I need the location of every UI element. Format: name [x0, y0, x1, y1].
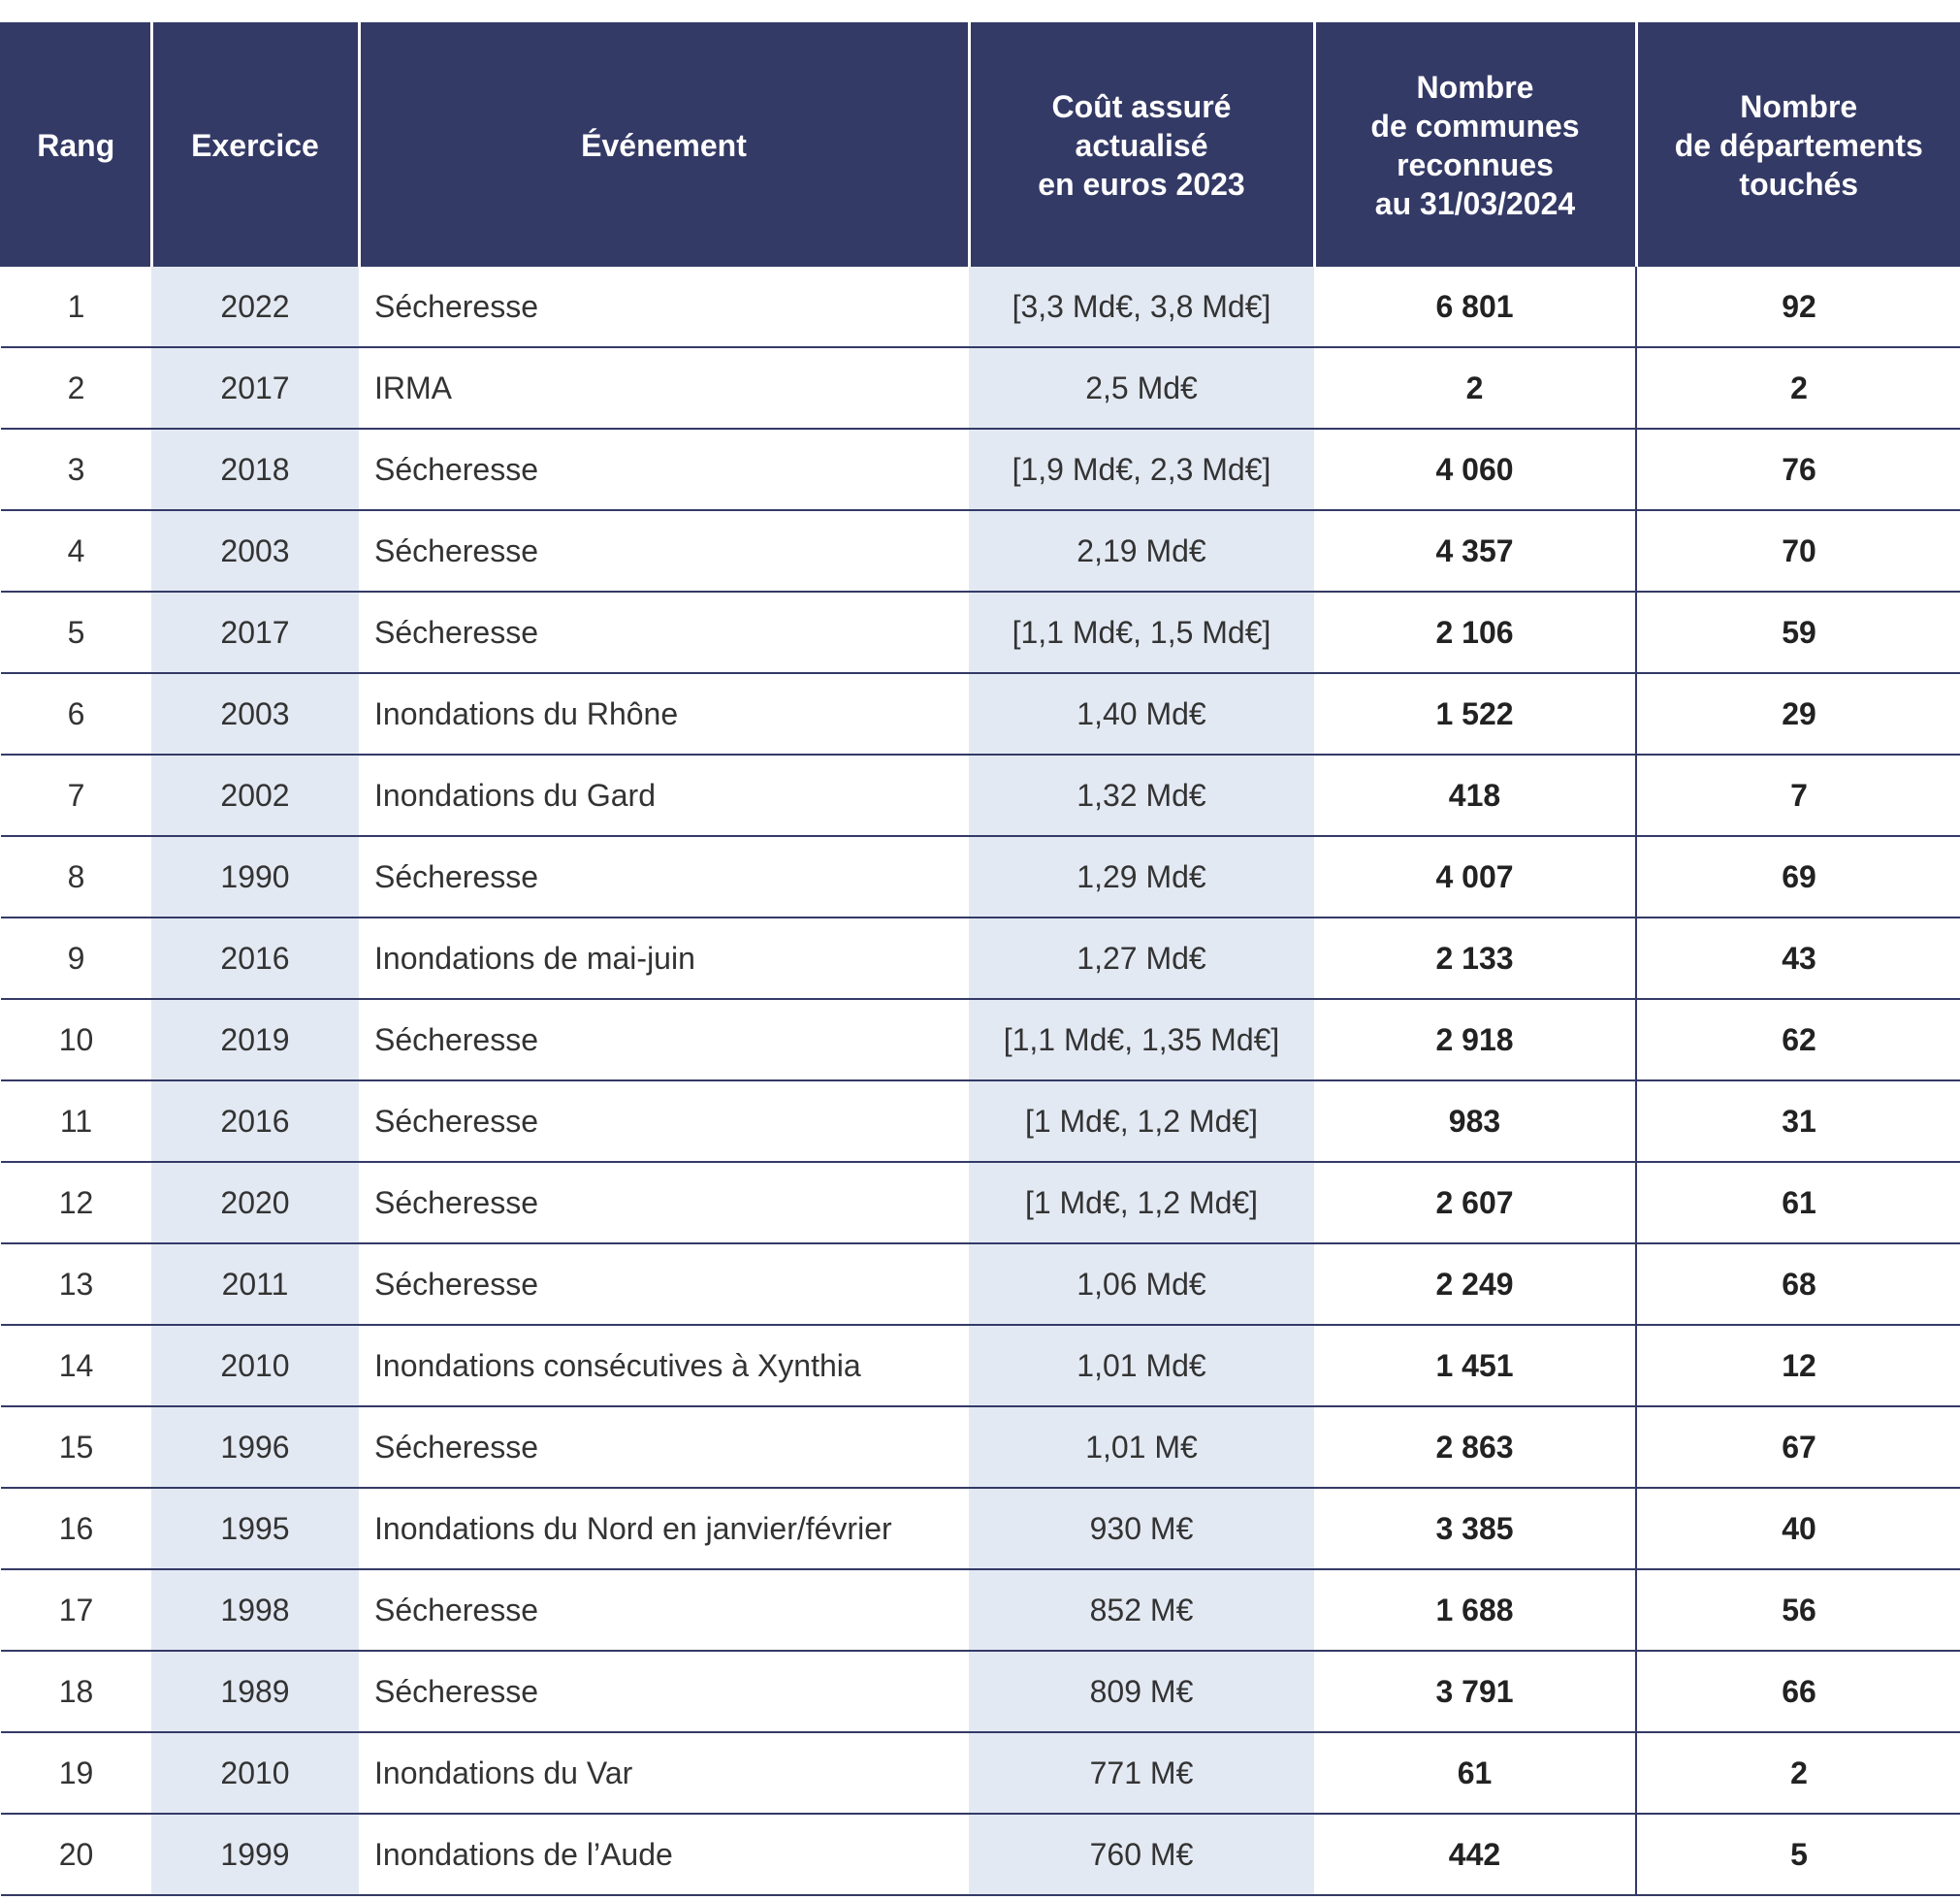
- cell-communes: 2: [1314, 347, 1636, 429]
- cell-evenement: IRMA: [359, 347, 969, 429]
- cell-evenement: Sécheresse: [359, 592, 969, 673]
- table-row: [1, 1162, 1960, 1243]
- cell-cout: 760 M€: [969, 1814, 1314, 1895]
- cell-cout: 771 M€: [969, 1732, 1314, 1814]
- cell-cout: [1,1 Md€, 1,5 Md€]: [969, 592, 1314, 673]
- cell-cout: 809 M€: [969, 1651, 1314, 1732]
- cell-departements: 76: [1636, 429, 1960, 510]
- cell-cout: [1 Md€, 1,2 Md€]: [969, 1080, 1314, 1162]
- cell-departements: 56: [1636, 1569, 1960, 1651]
- cell-evenement: Inondations du Gard: [359, 755, 969, 836]
- table-row: [1, 1488, 1960, 1569]
- cell-departements: 68: [1636, 1243, 1960, 1325]
- cell-exercice: 2020: [151, 1162, 359, 1243]
- cell-communes: 2 863: [1314, 1406, 1636, 1488]
- cell-communes: 983: [1314, 1080, 1636, 1162]
- cell-rang: 15: [1, 1406, 151, 1488]
- cell-departements: 43: [1636, 918, 1960, 999]
- header-cout: Coût assuré actualisé en euros 2023: [969, 23, 1314, 267]
- cell-evenement: Sécheresse: [359, 1651, 969, 1732]
- cell-exercice: 2016: [151, 1080, 359, 1162]
- cell-evenement: Sécheresse: [359, 999, 969, 1080]
- table-row: [1, 1325, 1960, 1406]
- cell-cout: 1,40 Md€: [969, 673, 1314, 755]
- ranking-table: [0, 22, 1960, 1896]
- cell-communes: 2 918: [1314, 999, 1636, 1080]
- cell-cout: 930 M€: [969, 1488, 1314, 1569]
- header-communes: Nombre de communes reconnues au 31/03/2024: [1314, 23, 1636, 267]
- cell-departements: 61: [1636, 1162, 1960, 1243]
- header-rang: Rang: [1, 23, 151, 267]
- cell-rang: 5: [1, 592, 151, 673]
- cell-exercice: 1996: [151, 1406, 359, 1488]
- cell-evenement: Sécheresse: [359, 1162, 969, 1243]
- cell-cout: 1,06 Md€: [969, 1243, 1314, 1325]
- cell-exercice: 1998: [151, 1569, 359, 1651]
- cell-departements: 7: [1636, 755, 1960, 836]
- cell-evenement: Inondations du Var: [359, 1732, 969, 1814]
- cell-cout: [1,9 Md€, 2,3 Md€]: [969, 429, 1314, 510]
- header-evenement: Événement: [359, 23, 969, 267]
- cell-communes: 1 688: [1314, 1569, 1636, 1651]
- cell-communes: 3 791: [1314, 1651, 1636, 1732]
- cell-rang: 9: [1, 918, 151, 999]
- cell-departements: 31: [1636, 1080, 1960, 1162]
- cell-rang: 17: [1, 1569, 151, 1651]
- cell-rang: 1: [1, 267, 151, 347]
- table-row: [1, 1651, 1960, 1732]
- table-row: [1, 1406, 1960, 1488]
- cell-rang: 7: [1, 755, 151, 836]
- cell-cout: [3,3 Md€, 3,8 Md€]: [969, 267, 1314, 347]
- cell-rang: 4: [1, 510, 151, 592]
- cell-communes: 2 607: [1314, 1162, 1636, 1243]
- table-row: [1, 999, 1960, 1080]
- cell-departements: 92: [1636, 267, 1960, 347]
- cell-cout: 2,19 Md€: [969, 510, 1314, 592]
- cell-cout: [1 Md€, 1,2 Md€]: [969, 1162, 1314, 1243]
- cell-departements: 5: [1636, 1814, 1960, 1895]
- cell-communes: 2 133: [1314, 918, 1636, 999]
- cell-evenement: Inondations de mai-juin: [359, 918, 969, 999]
- cell-exercice: 2010: [151, 1325, 359, 1406]
- cell-exercice: 2003: [151, 510, 359, 592]
- cell-communes: 1 451: [1314, 1325, 1636, 1406]
- cell-communes: 61: [1314, 1732, 1636, 1814]
- table-row: [1, 673, 1960, 755]
- cell-evenement: Sécheresse: [359, 267, 969, 347]
- cell-rang: 6: [1, 673, 151, 755]
- cell-evenement: Inondations de l’Aude: [359, 1814, 969, 1895]
- cell-rang: 11: [1, 1080, 151, 1162]
- table-body: [1, 267, 1960, 1895]
- table-row: [1, 1569, 1960, 1651]
- cell-communes: 4 060: [1314, 429, 1636, 510]
- cell-departements: 2: [1636, 1732, 1960, 1814]
- cell-exercice: 2018: [151, 429, 359, 510]
- cell-exercice: 2010: [151, 1732, 359, 1814]
- cell-rang: 19: [1, 1732, 151, 1814]
- cell-communes: 418: [1314, 755, 1636, 836]
- cell-rang: 18: [1, 1651, 151, 1732]
- header-exercice: Exercice: [151, 23, 359, 267]
- table-row: [1, 1814, 1960, 1895]
- cell-departements: 70: [1636, 510, 1960, 592]
- cell-departements: 2: [1636, 347, 1960, 429]
- cell-rang: 2: [1, 347, 151, 429]
- cell-cout: 1,27 Md€: [969, 918, 1314, 999]
- cell-rang: 14: [1, 1325, 151, 1406]
- cell-rang: 3: [1, 429, 151, 510]
- cell-rang: 20: [1, 1814, 151, 1895]
- table-row: [1, 267, 1960, 347]
- cell-communes: 442: [1314, 1814, 1636, 1895]
- cell-departements: 40: [1636, 1488, 1960, 1569]
- cell-communes: 4 007: [1314, 836, 1636, 918]
- cell-departements: 62: [1636, 999, 1960, 1080]
- table-row: [1, 347, 1960, 429]
- table-row: [1, 1243, 1960, 1325]
- cell-exercice: 2011: [151, 1243, 359, 1325]
- cell-exercice: 1989: [151, 1651, 359, 1732]
- cell-evenement: Sécheresse: [359, 1243, 969, 1325]
- cell-communes: 2 106: [1314, 592, 1636, 673]
- cell-exercice: 2016: [151, 918, 359, 999]
- cell-communes: 4 357: [1314, 510, 1636, 592]
- header-row: [1, 23, 1960, 267]
- table-header: [1, 23, 1960, 267]
- cell-departements: 29: [1636, 673, 1960, 755]
- cell-exercice: 2017: [151, 592, 359, 673]
- cell-cout: 1,32 Md€: [969, 755, 1314, 836]
- cell-rang: 10: [1, 999, 151, 1080]
- cell-exercice: 2017: [151, 347, 359, 429]
- cell-evenement: Sécheresse: [359, 510, 969, 592]
- header-departements: Nombre de départements touchés: [1636, 23, 1960, 267]
- cell-departements: 12: [1636, 1325, 1960, 1406]
- cell-exercice: 1999: [151, 1814, 359, 1895]
- cell-communes: 3 385: [1314, 1488, 1636, 1569]
- table-row: [1, 1732, 1960, 1814]
- cell-rang: 12: [1, 1162, 151, 1243]
- cell-exercice: 1990: [151, 836, 359, 918]
- table-row: [1, 755, 1960, 836]
- cell-exercice: 2019: [151, 999, 359, 1080]
- cell-communes: 2 249: [1314, 1243, 1636, 1325]
- table-row: [1, 510, 1960, 592]
- cell-exercice: 2003: [151, 673, 359, 755]
- cell-cout: 2,5 Md€: [969, 347, 1314, 429]
- cell-evenement: Sécheresse: [359, 1406, 969, 1488]
- cell-exercice: 2002: [151, 755, 359, 836]
- cell-exercice: 1995: [151, 1488, 359, 1569]
- table-row: [1, 1080, 1960, 1162]
- table-row: [1, 429, 1960, 510]
- table-row: [1, 918, 1960, 999]
- cell-cout: 1,01 Md€: [969, 1325, 1314, 1406]
- cell-exercice: 2022: [151, 267, 359, 347]
- cell-rang: 13: [1, 1243, 151, 1325]
- cell-evenement: Inondations consécutives à Xynthia: [359, 1325, 969, 1406]
- cell-evenement: Sécheresse: [359, 1080, 969, 1162]
- table-row: [1, 836, 1960, 918]
- cell-evenement: Inondations du Nord en janvier/février: [359, 1488, 969, 1569]
- cell-departements: 59: [1636, 592, 1960, 673]
- cell-departements: 69: [1636, 836, 1960, 918]
- table-row: [1, 592, 1960, 673]
- cell-departements: 67: [1636, 1406, 1960, 1488]
- cell-evenement: Sécheresse: [359, 429, 969, 510]
- cell-evenement: Sécheresse: [359, 836, 969, 918]
- cell-evenement: Sécheresse: [359, 1569, 969, 1651]
- cell-rang: 16: [1, 1488, 151, 1569]
- cell-cout: 1,01 M€: [969, 1406, 1314, 1488]
- cell-evenement: Inondations du Rhône: [359, 673, 969, 755]
- cell-rang: 8: [1, 836, 151, 918]
- cell-cout: 1,29 Md€: [969, 836, 1314, 918]
- cell-departements: 66: [1636, 1651, 1960, 1732]
- cell-cout: 852 M€: [969, 1569, 1314, 1651]
- cell-communes: 1 522: [1314, 673, 1636, 755]
- cell-cout: [1,1 Md€, 1,35 Md€]: [969, 999, 1314, 1080]
- cell-communes: 6 801: [1314, 267, 1636, 347]
